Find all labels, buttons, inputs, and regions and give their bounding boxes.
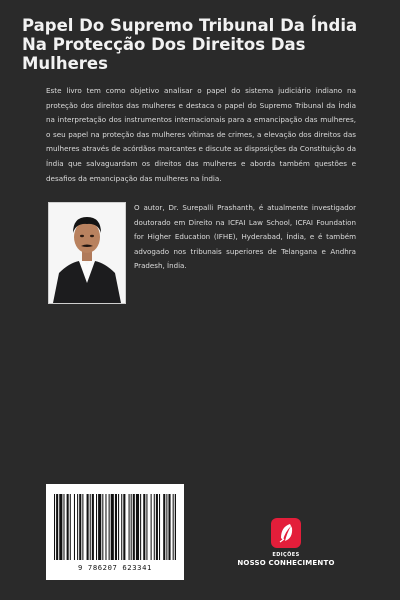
publisher-logo: [236, 518, 336, 567]
publisher-label: EDIÇÕES: [272, 552, 300, 558]
barcode-bars: [54, 494, 176, 560]
book-title: Papel Do Supremo Tribunal Da Índia Na Protecção Dos Direitos Das Mulheres: [22, 16, 358, 73]
feather-icon: [271, 518, 301, 548]
isbn-barcode: [46, 484, 184, 580]
isbn-number: 9 786207 623341: [78, 563, 152, 572]
author-bio: O autor, Dr. Surepalli Prashanth, é atualmente investigador doutorado em Direito na ICFAI Law School, ICFAI Foundation for Higher Education (IFHE), Hyderabad, Índia, e é também advogado nos tribunais superiores de Telangana e Andhra Pradesh, Índia.: [134, 203, 356, 271]
author-portrait-image: [49, 203, 125, 303]
publisher-name: NOSSO CONHECIMENTO: [237, 559, 335, 567]
author-photo: [48, 202, 126, 304]
book-description: Este livro tem como objetivo analisar o papel do sistema judiciário indiano na proteção dos direitos das mulheres e destaca o papel do Supremo Tribunal da Índia na interpretação dos instrumentos internacionais para a emancipação das mulheres, o seu papel na proteção das mulheres vítimas de crimes, a elevação dos direitos das mulheres através de acórdãos marcantes e discute as disposições da Constituição da Índia que salvaguardam os direitos das mulheres e aborda também questões e desafios da emancipação das mulheres na Índia.: [46, 86, 356, 183]
